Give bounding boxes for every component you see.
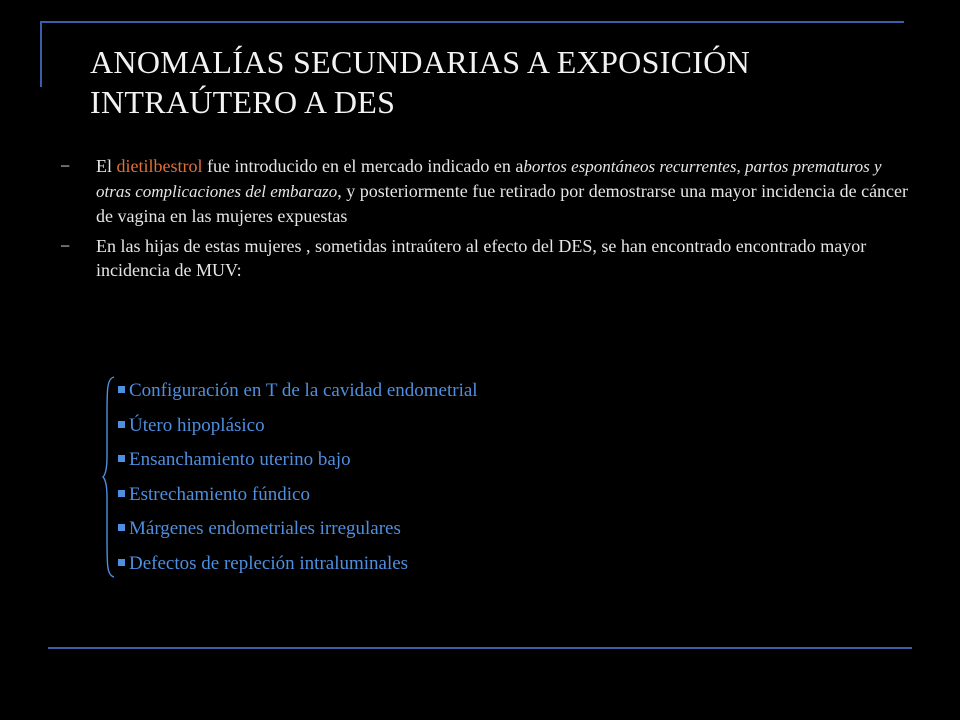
bottom-rule: [48, 647, 912, 649]
italic-text: bortos espontáneos recurrentes, partos prematuros y otras complicaciones del embarazo: [96, 157, 882, 201]
slide-title: ANOMALÍAS SECUNDARIAS A EXPOSICIÓN INTRAÚTERO A DES: [90, 44, 751, 120]
anomaly-item: [118, 478, 478, 513]
bullet-list: [60, 154, 910, 282]
anomaly-item: [118, 547, 478, 582]
anomaly-label: Defectos de repleción intraluminales: [129, 552, 409, 574]
square-bullet-icon: [118, 386, 125, 393]
anomaly-item: [118, 443, 478, 478]
bullet-text: En las hijas de estas mujeres , sometidas intraútero al efecto del DES, se han encontrado encontrado mayor incidencia de MUV:: [96, 236, 867, 280]
anomaly-item: [118, 374, 478, 409]
top-rule: [40, 21, 904, 23]
square-bullet-icon: [118, 559, 125, 566]
highlighted-term: dietilbestrol: [116, 156, 203, 176]
square-bullet-icon: [118, 490, 125, 497]
anomaly-list: [118, 374, 478, 581]
anomaly-label: Configuración en T de la cavidad endometrial: [129, 380, 478, 401]
anomaly-label: Márgenes endometriales irregulares: [129, 518, 401, 539]
square-bullet-icon: [118, 455, 125, 462]
anomaly-label: Útero hipoplásico: [129, 414, 265, 436]
anomaly-item: [118, 512, 478, 547]
square-bullet-icon: [118, 524, 125, 531]
brace-icon: [102, 376, 116, 578]
anomaly-label: Ensanchamiento uterino bajo: [129, 449, 351, 470]
square-bullet-icon: [118, 421, 125, 428]
bullet-item-2: [60, 234, 910, 282]
bullet-item-1: [60, 154, 910, 228]
anomaly-label: Estrechamiento fúndico: [129, 483, 310, 505]
anomaly-item: [118, 409, 478, 444]
bullet-text: , y posteriormente fue retirado por demostrarse una mayor incidencia de cáncer de vagina en las mujeres expuestas: [96, 181, 909, 226]
bullet-text: fue introducido en el mercado indicado en a: [202, 156, 524, 176]
left-rule: [40, 21, 42, 87]
bullet-text: El: [96, 156, 117, 176]
dash-marker: −: [60, 236, 71, 256]
dash-marker: −: [60, 156, 71, 176]
